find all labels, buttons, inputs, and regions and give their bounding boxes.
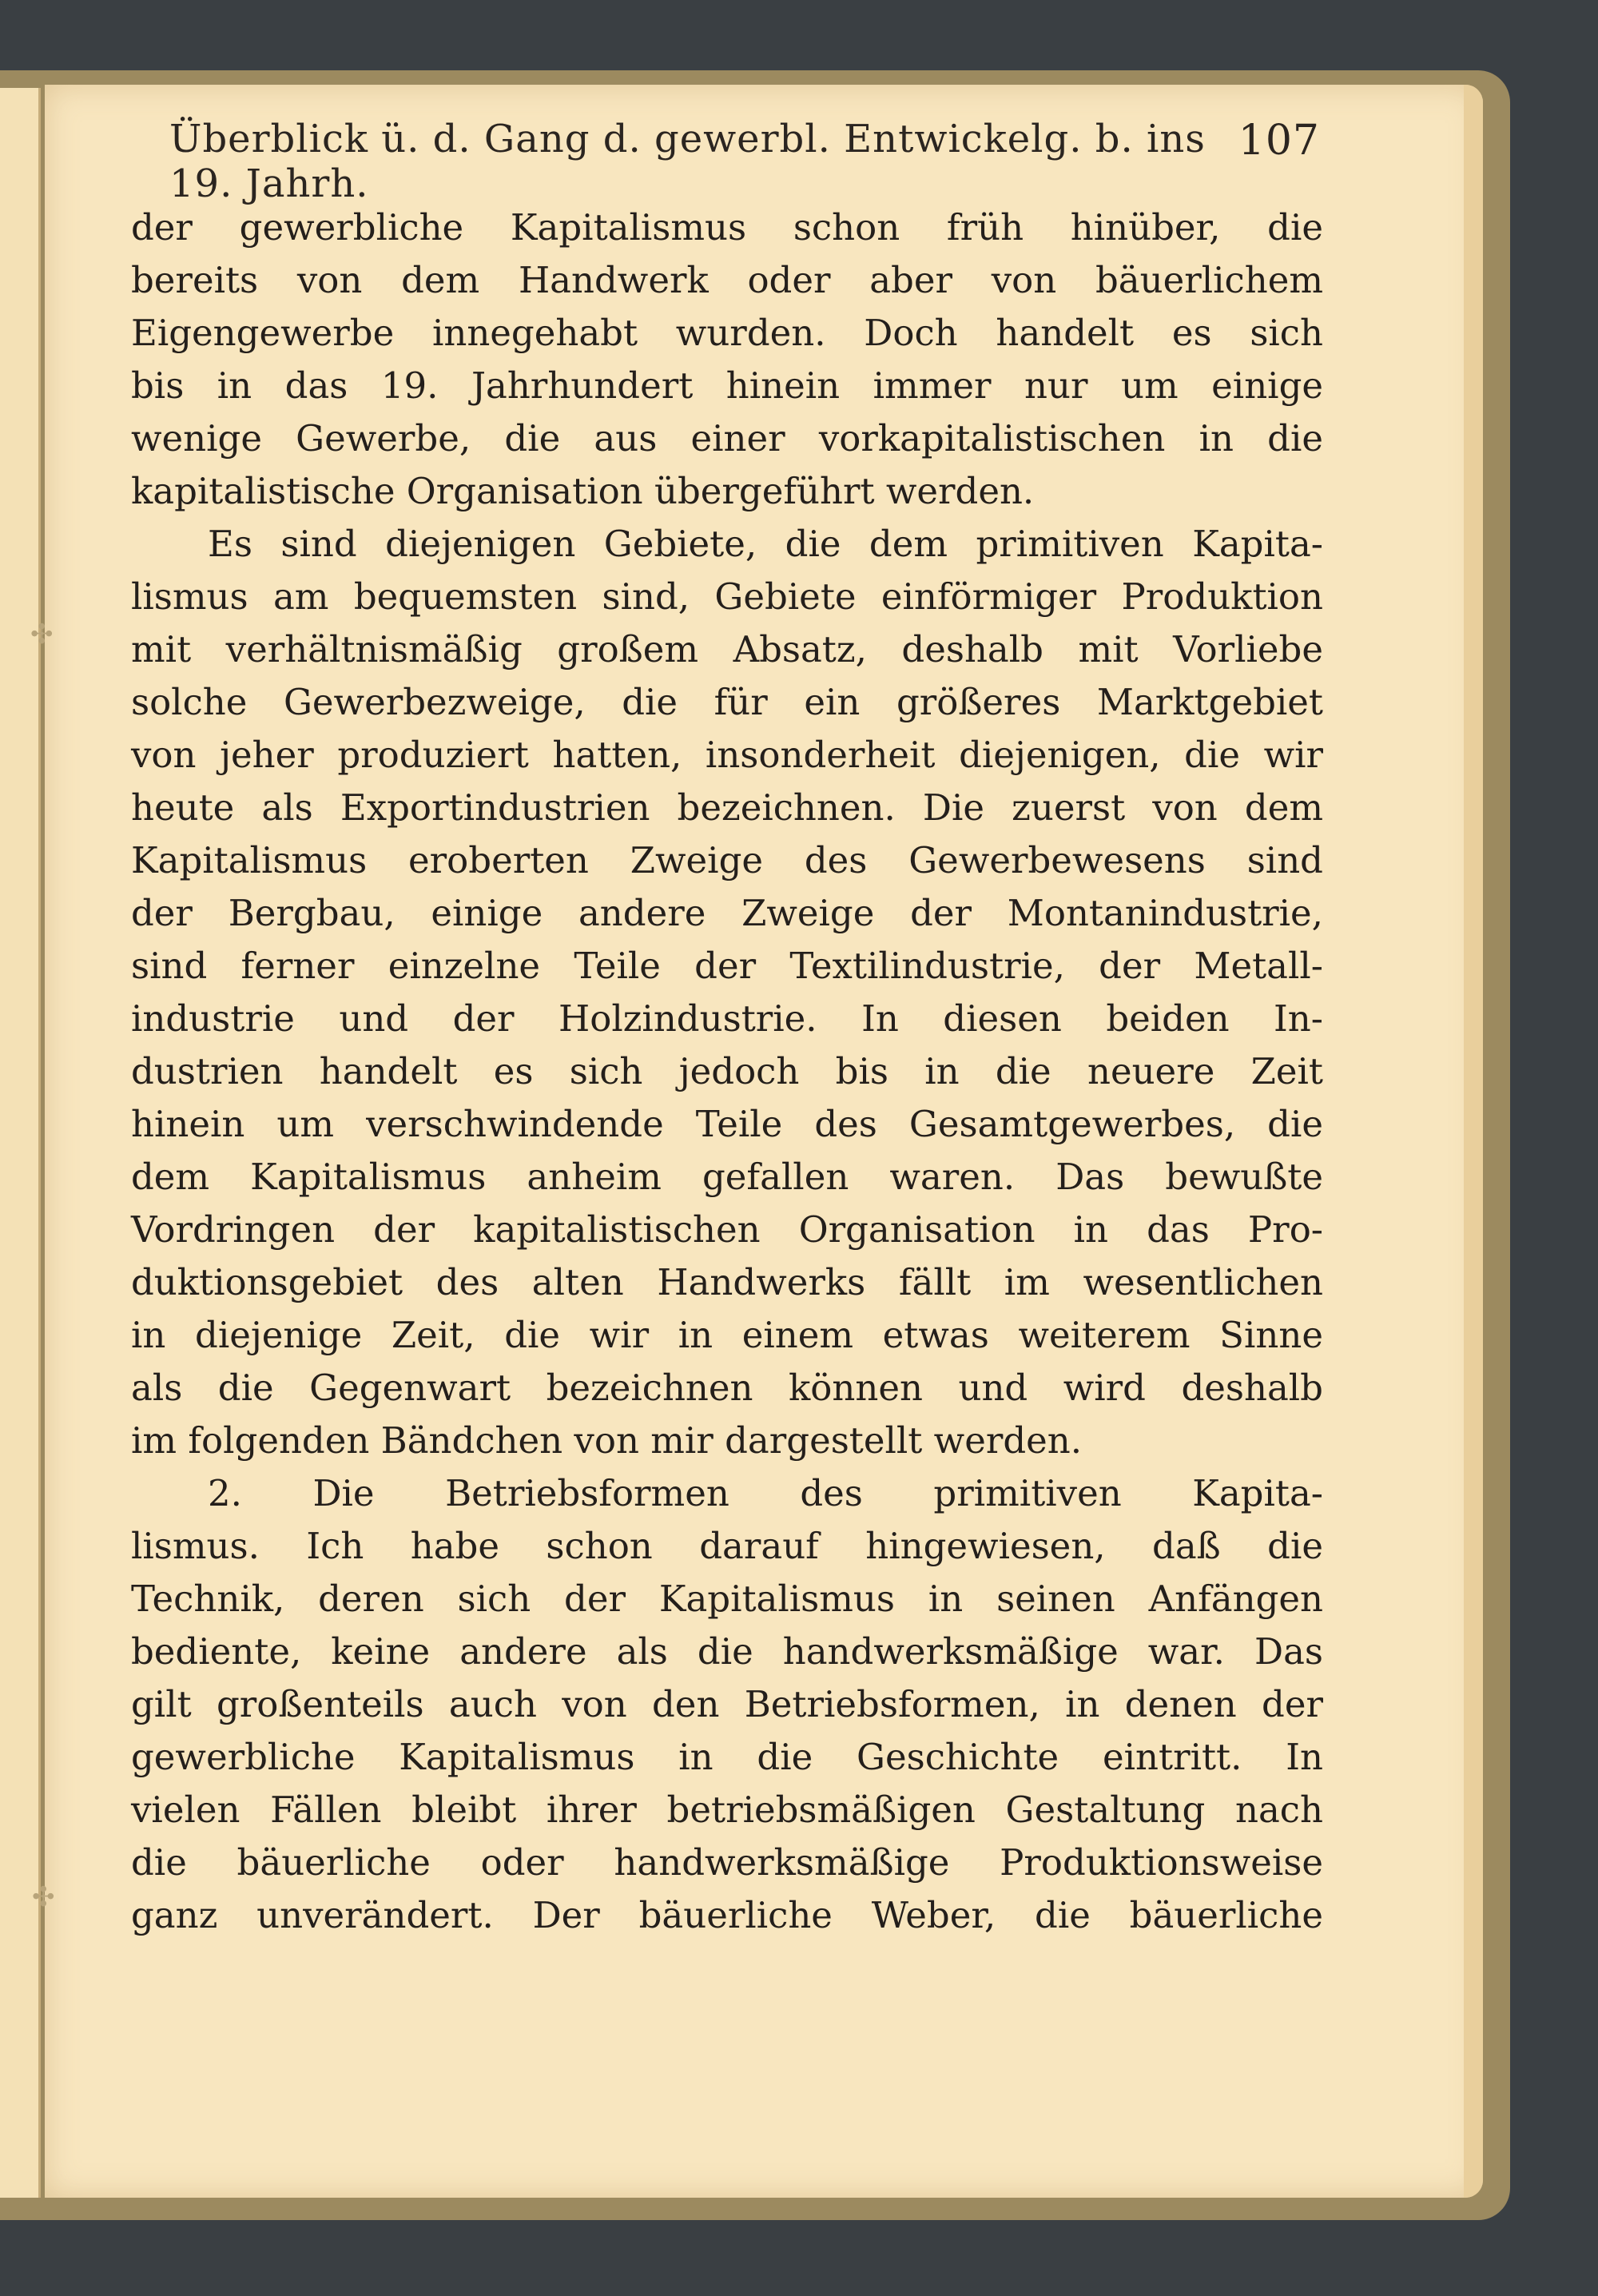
text-line: bediente, keine andere als die handwerksmäßige war. Das [131,1630,1323,1673]
text-line: wenige Gewerbe, die aus einer vorkapitalistischen in die [131,417,1323,460]
text-line: gewerbliche Kapitalismus in die Geschichte eintritt. In [131,1736,1323,1778]
text-line: Technik, deren sich der Kapitalismus in seinen Anfängen [131,1578,1323,1620]
page-edge [1464,85,1483,2198]
text-line: im folgenden Bändchen von mir dargestellt werden. [131,1419,1083,1462]
text-line: sind ferner einzelne Teile der Textilindustrie, der Metall- [131,945,1323,987]
text-line: industrie und der Holzindustrie. In diesen beiden In- [131,997,1323,1040]
text-line: duktionsgebiet des alten Handwerks fällt im wesentlichen [131,1261,1323,1303]
text-line: hinein um verschwindende Teile des Gesamtgewerbes, die [131,1103,1323,1145]
page-number: 107 [1238,117,1320,165]
text-line: kapitalistische Organisation übergeführt werden. [131,470,1035,512]
text-line: in diejenige Zeit, die wir in einem etwas weiterem Sinne [131,1314,1323,1356]
text-line: als die Gegenwart bezeichnen können und wird deshalb [131,1367,1323,1409]
text-line: Es sind diejenigen Gebiete, die dem primitiven Kapita- [208,523,1323,565]
binding-mark-top: ✣ [30,619,54,651]
running-head-title: Überblick ü. d. Gang d. gewerbl. Entwickelg. b. ins 19. Jahrh. [169,117,1206,206]
text-line: heute als Exportindustrien bezeichnen. Die zuerst von dem [131,786,1323,829]
text-line: dustrien handelt es sich jedoch bis in die neuere Zeit [131,1050,1323,1092]
binding-mark-bottom: ✣ [32,1881,55,1913]
text-line: der Bergbau, einige andere Zweige der Montanindustrie, [131,892,1323,934]
running-head [169,117,1320,206]
text-line: dem Kapitalismus anheim gefallen waren. Das bewußte [131,1156,1323,1198]
text-line: mit verhältnismäßig großem Absatz, deshalb mit Vorliebe [131,628,1323,670]
body-text [131,201,1323,1942]
text-line: Kapitalismus eroberten Zweige des Gewerbewesens sind [131,839,1323,881]
text-line: solche Gewerbezweige, die für ein größeres Marktgebiet [131,681,1323,723]
text-line: die bäuerliche oder handwerksmäßige Produktionsweise [131,1841,1323,1884]
text-line: Eigengewerbe innegehabt wurden. Doch handelt es sich [131,312,1323,354]
text-line: Vordringen der kapitalistischen Organisation in das Pro- [131,1208,1323,1251]
text-line: lismus am bequemsten sind, Gebiete einförmiger Produktion [131,575,1323,618]
text-line: ganz unverändert. Der bäuerliche Weber, die bäuerliche [131,1894,1323,1936]
text-line: von jeher produziert hatten, insonderheit diejenigen, die wir [131,734,1323,776]
text-line: bereits von dem Handwerk oder aber von bäuerlichem [131,259,1323,301]
text-line: lismus. Ich habe schon darauf hingewiesen, daß die [131,1525,1323,1567]
text-line: gilt großenteils auch von den Betriebsformen, in denen der [131,1683,1323,1725]
section-heading-line: 2. Die Betriebsformen des primitiven Kapita- [208,1472,1323,1514]
text-line: bis in das 19. Jahrhundert hinein immer nur um einige [131,364,1323,407]
text-line: der gewerbliche Kapitalismus schon früh hinüber, die [131,206,1323,249]
text-line: vielen Fällen bleibt ihrer betriebsmäßigen Gestaltung nach [131,1789,1323,1831]
